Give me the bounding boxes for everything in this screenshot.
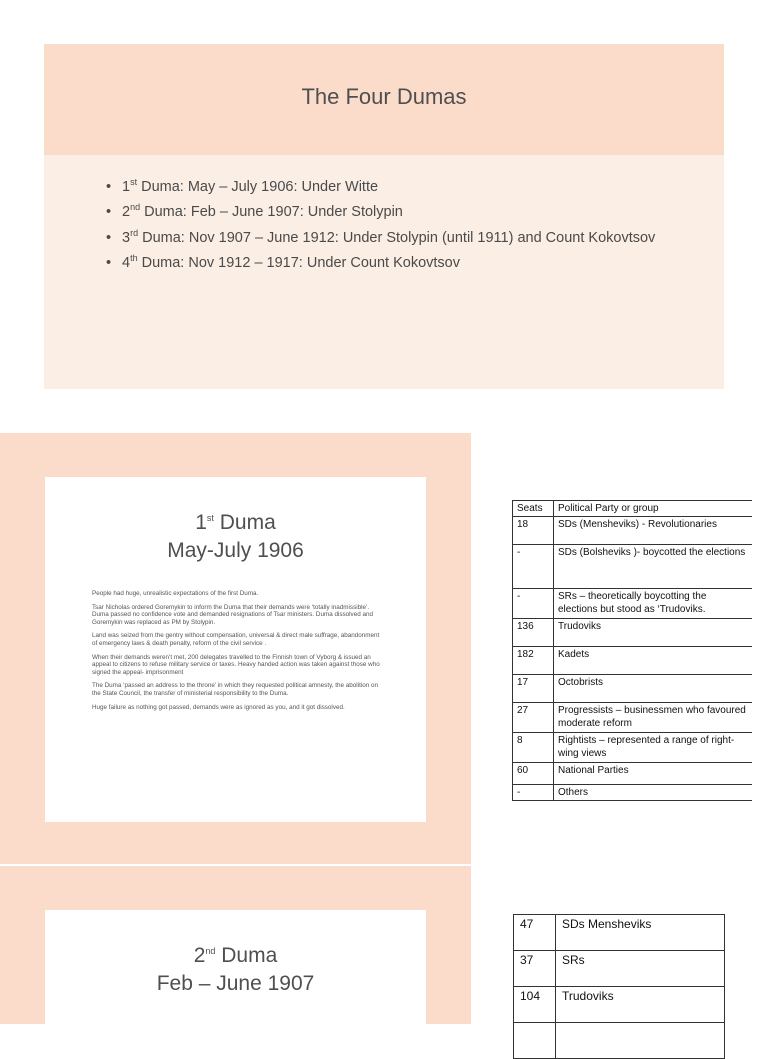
party-cell: Others <box>554 785 753 801</box>
slide-3-subtitle: Feb – June 1907 <box>156 972 315 995</box>
slide-2-title <box>45 509 426 565</box>
seats-cell: 17 <box>513 675 554 703</box>
slide-1-title: The Four Dumas <box>301 84 467 109</box>
party-cell: Trudoviks <box>556 987 725 1023</box>
table-row <box>514 951 725 987</box>
party-cell: SDs (Bolsheviks )- boycotted the elections <box>554 545 753 589</box>
duma-ordinal: 3 <box>122 229 131 246</box>
seats-cell: 104 <box>514 987 556 1023</box>
seats-cell: 8 <box>513 733 554 763</box>
slide-2-paragraph: Huge failure as nothing got passed, demands were as ignored as you, and it got dissolved. <box>92 703 345 711</box>
title-ordinal: 1 <box>195 511 207 534</box>
seats-cell: 27 <box>513 703 554 733</box>
seats-cell: 136 <box>513 619 554 647</box>
slide-1-body <box>44 155 724 389</box>
table-header-cell: Political Party or group <box>554 501 753 517</box>
seats-cell: 47 <box>514 915 556 951</box>
seats-cell: 182 <box>513 647 554 675</box>
party-cell: Octobrists <box>554 675 753 703</box>
duma-ordinal: 4 <box>122 254 131 271</box>
second-duma-seats-table <box>513 914 725 1059</box>
duma-list <box>106 175 655 276</box>
seats-cell: 37 <box>514 951 556 987</box>
duma-ordinal-suffix: st <box>130 177 138 188</box>
slide-2-text <box>92 590 384 717</box>
party-cell: National Parties <box>554 763 753 785</box>
table-row <box>513 589 753 619</box>
duma-description: Duma: Feb – June 1907: Under Stolypin <box>140 204 403 221</box>
party-cell: Progressists – businessmen who favoured moderate reform <box>554 703 753 733</box>
table-row <box>513 763 753 785</box>
slide-3-title <box>45 942 426 998</box>
title-rest: Duma <box>213 511 276 534</box>
second-duma-seats-table-wrap <box>513 914 726 1024</box>
duma-list-item <box>106 251 655 276</box>
party-cell <box>556 1023 725 1059</box>
duma-ordinal-suffix: nd <box>130 202 141 213</box>
table-row <box>513 703 753 733</box>
slide-2-paragraph: The Duma ‘passed an address to the throne’ in which they requested political amnesty, the abolition on the State Council, the transfer of ministerial responsibility to the Duma. <box>92 682 378 697</box>
seats-cell: 18 <box>513 517 554 545</box>
table-row <box>513 517 753 545</box>
party-cell: SDs (Mensheviks) - Revolutionaries <box>554 517 753 545</box>
table-row <box>513 545 753 589</box>
slide-2-paragraph: When their demands weren’t met, 200 delegates travelled to the Finnish town of Vyborg & issued an appeal to citizens to refuse military service or taxes. Heavy handed action was taken against those who signed the appeal- imprisonment <box>92 653 380 676</box>
table-row <box>514 915 725 951</box>
table-row <box>513 647 753 675</box>
slide-2-subtitle: May-July 1906 <box>167 539 304 562</box>
slide-2-paragraph: Tsar Nicholas ordered Goremykin to inform the Duma that their demands were ‘totally inadmissible’. Duma passed no confidence vote and demanded resignations of Tsar ministers. Duma dissolved and Goremykin was replaced as PM by Stolypin. <box>92 603 373 626</box>
table-row <box>514 1023 725 1059</box>
table-row <box>513 619 753 647</box>
first-duma-seats-table <box>512 500 752 801</box>
party-cell: SDs Mensheviks <box>556 915 725 951</box>
table-row <box>513 785 753 801</box>
slide-2-paragraph: People had huge, unrealistic expectations of the first Duma. <box>92 590 259 597</box>
slide-2-card <box>45 477 426 822</box>
table-row <box>513 733 753 763</box>
title-ordinal: 2 <box>193 944 206 967</box>
first-duma-seats-table-wrap <box>512 500 746 799</box>
slide-3-card <box>45 910 426 1040</box>
table-header-row <box>513 501 753 517</box>
duma-ordinal: 1 <box>122 179 131 195</box>
party-cell: Rightists – represented a range of right-wing views <box>554 733 753 763</box>
seats-cell: - <box>513 785 554 801</box>
duma-ordinal-suffix: th <box>130 253 138 264</box>
party-cell: Kadets <box>554 647 753 675</box>
party-cell: SRs – theoretically boycotting the elections but stood as ‘Trudoviks. <box>554 589 753 619</box>
table-row <box>513 675 753 703</box>
seats-cell: - <box>513 545 554 589</box>
title-rest: Duma <box>215 944 278 967</box>
party-cell: SRs <box>556 951 725 987</box>
slide-2 <box>0 433 471 864</box>
slide-2-paragraph: Land was seized from the gentry without compensation, universal & direct male suffrage, abandonment of emergency laws & death penalty, reform of the civil service . <box>92 632 380 647</box>
seats-cell <box>514 1023 556 1059</box>
duma-ordinal: 2 <box>122 204 131 221</box>
title-ordinal-suffix: st <box>206 513 214 523</box>
duma-list-item <box>106 226 655 251</box>
duma-description: Duma: May – July 1906: Under Witte <box>137 179 379 195</box>
slide-1-header <box>44 44 724 155</box>
party-cell: Trudoviks <box>554 619 753 647</box>
title-ordinal-suffix: nd <box>205 946 216 956</box>
table-row <box>514 987 725 1023</box>
table-header-cell: Seats <box>513 501 554 517</box>
seats-cell: - <box>513 589 554 619</box>
duma-list-item <box>106 175 655 200</box>
duma-description: Duma: Nov 1912 – 1917: Under Count Kokovtsov <box>137 254 460 271</box>
duma-list-item <box>106 200 655 225</box>
duma-description: Duma: Nov 1907 – June 1912: Under Stolypin (until 1911) and Count Kokovtsov <box>138 229 656 246</box>
slide-3 <box>0 866 471 1024</box>
seats-cell: 60 <box>513 763 554 785</box>
duma-ordinal-suffix: rd <box>130 227 139 238</box>
